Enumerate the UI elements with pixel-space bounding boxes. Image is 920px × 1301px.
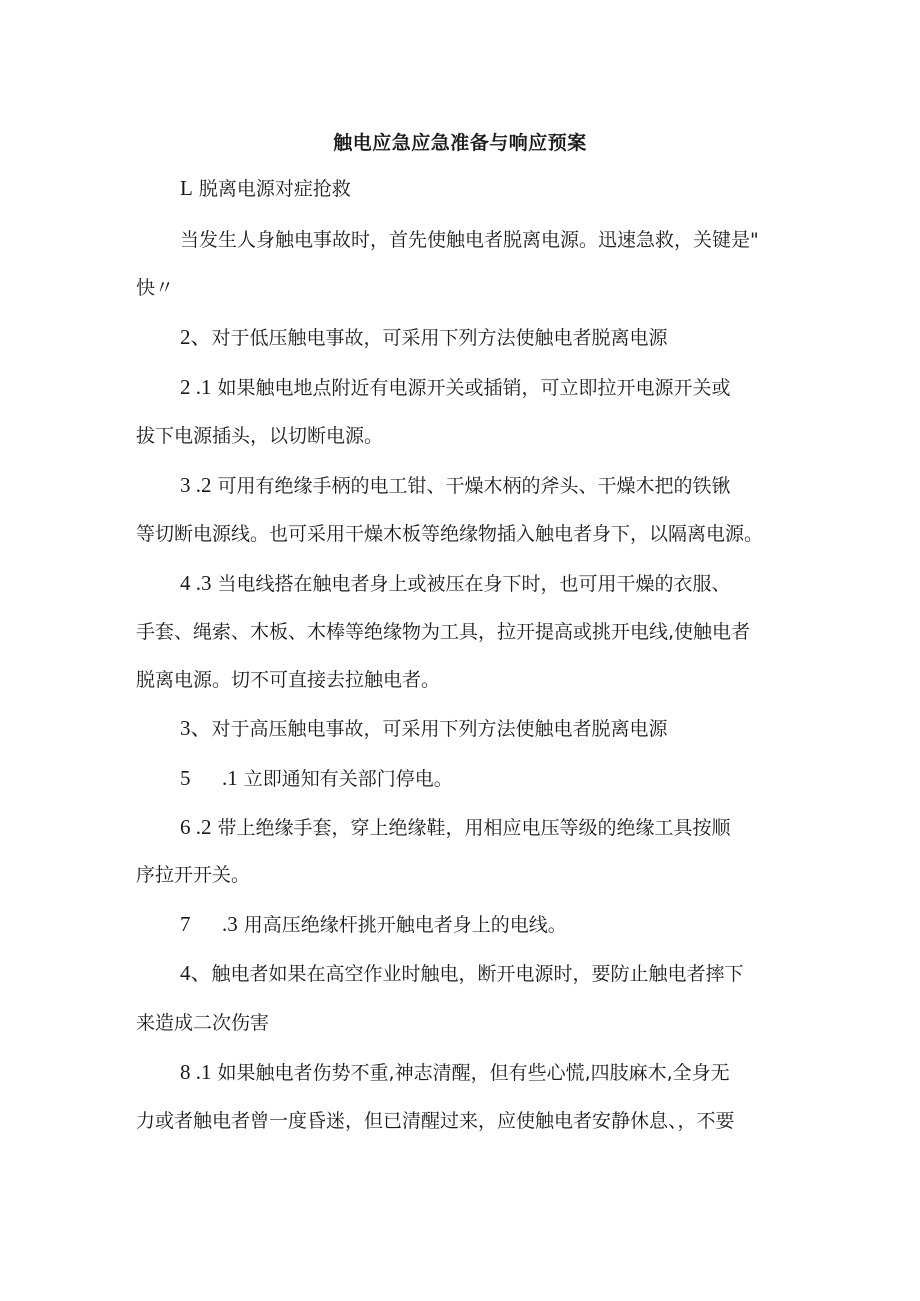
text-line: 脱离电源。切不可直接去拉触电者。 <box>136 669 441 691</box>
text-line: 8 .1 如果触电者伤势不重,神志清醒，但有些心慌,四肢麻木,全身无 <box>180 1060 730 1084</box>
text-line: 6 .2 带上绝缘手套，穿上绝缘鞋，用相应电压等级的绝缘工具按顺 <box>180 815 731 839</box>
document-title: 触电应急应急准备与响应预案 <box>333 132 587 154</box>
text-line: 3 .2 可用有绝缘手柄的电工钳、干燥木柄的斧头、干燥木把的铁锹 <box>180 473 731 497</box>
text-line: 等切断电源线。也可采用干燥木板等绝缘物插入触电者身下，以隔离电源。 <box>136 523 764 545</box>
text-line: 序拉开开关。 <box>136 864 251 886</box>
text-line: 拔下电源插头，以切断电源。 <box>136 425 384 447</box>
text-line: 力或者触电者曾一度昏迷，但已清醒过来，应使触电者安静休息、，不要 <box>136 1110 735 1132</box>
text-line: 7 .3 用高压绝缘杆挑开触电者身上的电线。 <box>180 912 567 936</box>
text-line: 当发生人身触电事故时，首先使触电者脱离电源。迅速急救，关键是" <box>180 229 759 251</box>
text-line: 手套、绳索、木板、木棒等绝缘物为工具，拉开提高或挑开电线,使触电者 <box>136 621 751 643</box>
text-line: 3、对于高压触电事故，可采用下列方法使触电者脱离电源 <box>180 716 668 740</box>
text-line: 2、对于低压触电事故，可采用下列方法使触电者脱离电源 <box>180 325 668 349</box>
text-line: 4、触电者如果在高空作业时触电，断开电源时，要防止触电者摔下 <box>180 961 744 985</box>
text-line: 4 .3 当电线搭在触电者身上或被压在身下时，也可用干燥的衣服、 <box>180 571 731 595</box>
text-line: 来造成二次伤害 <box>136 1012 270 1034</box>
text-line: L 脱离电源对症抢救 <box>180 176 351 200</box>
text-line: 2 .1 如果触电地点附近有电源开关或插销，可立即拉开电源开关或 <box>180 375 731 399</box>
text-line: 5 .1 立即通知有关部门停电。 <box>180 766 453 790</box>
text-line: 快〃 <box>136 277 175 299</box>
